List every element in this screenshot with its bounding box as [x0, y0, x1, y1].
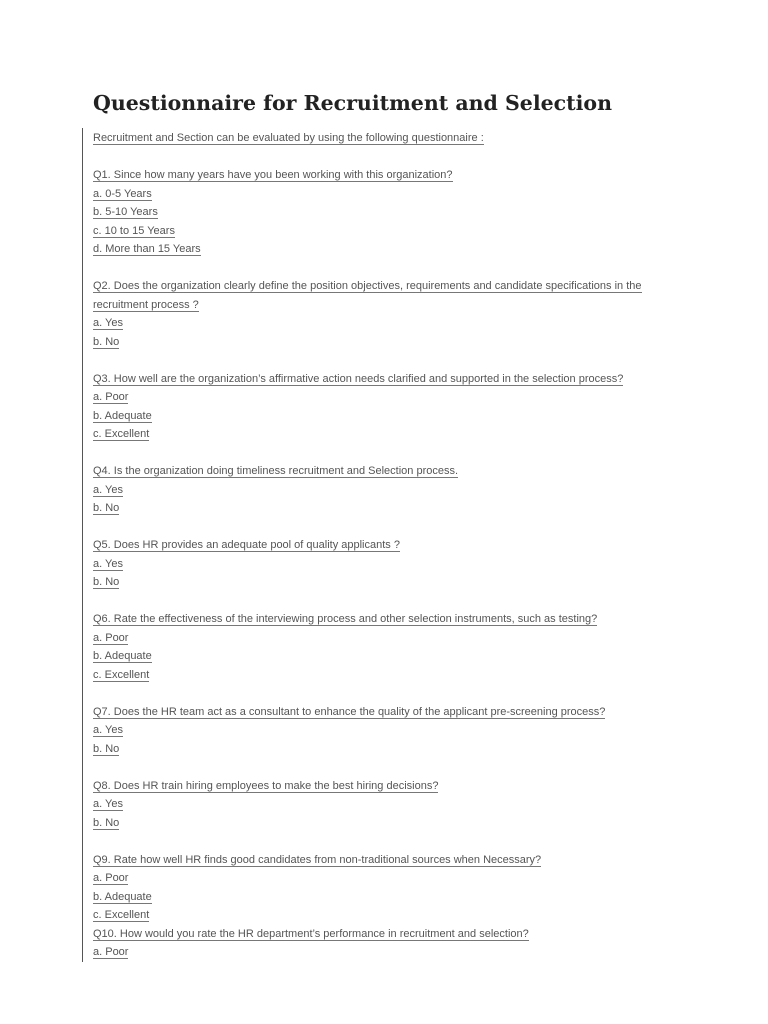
option-q9-a[interactable]: a. Poor: [93, 872, 129, 884]
option-q9-c[interactable]: c. Excellent: [93, 909, 150, 921]
question-1[interactable]: Q1. Since how many years have you been working with this organization?: [93, 169, 453, 181]
option-q9-b[interactable]: b. Adequate: [93, 890, 152, 903]
question-4[interactable]: Q4. Is the organization doing timeliness recruitment and Selection process.: [93, 465, 459, 477]
option-q2-a[interactable]: a. Yes: [93, 317, 123, 329]
option-q5-b[interactable]: b. No: [93, 576, 120, 588]
option-q1-c[interactable]: c. 10 to 15 Years: [93, 224, 175, 237]
option-q1-a[interactable]: a. 0-5 Years: [93, 187, 152, 200]
question-8[interactable]: Q8. Does HR train hiring employees to make the best hiring decisions?: [93, 779, 439, 792]
left-border-rule: [82, 128, 83, 962]
option-q1-d[interactable]: d. More than 15 Years: [93, 243, 201, 255]
page-title: Questionnaire for Recruitment and Selection: [93, 91, 612, 115]
question-3[interactable]: Q3. How well are the organization’s affirmative action needs clarified and supported in the selection process?: [93, 372, 624, 385]
question-10[interactable]: Q10. How would you rate the HR department’s performance in recruitment and selection?: [93, 927, 529, 940]
option-q7-a[interactable]: a. Yes: [93, 724, 123, 736]
option-q10-a[interactable]: a. Poor: [93, 946, 129, 958]
option-q4-a[interactable]: a. Yes: [93, 483, 123, 496]
question-9[interactable]: Q9. Rate how well HR finds good candidates from non-traditional sources when Necessary?: [93, 853, 542, 866]
question-7[interactable]: Q7. Does the HR team act as a consultant to enhance the quality of the applicant pre-screening process?: [93, 705, 606, 718]
option-q6-a[interactable]: a. Poor: [93, 631, 129, 644]
question-5[interactable]: Q5. Does HR provides an adequate pool of quality applicants ?: [93, 539, 400, 551]
intro-line[interactable]: Recruitment and Section can be evaluated by using the following questionnaire :: [93, 132, 484, 144]
question-2-continued[interactable]: recruitment process ?: [93, 298, 199, 311]
option-q6-c[interactable]: c. Excellent: [93, 668, 150, 681]
option-q4-b[interactable]: b. No: [93, 502, 120, 514]
option-q2-b[interactable]: b. No: [93, 335, 120, 348]
option-q7-b[interactable]: b. No: [93, 742, 120, 755]
option-q3-a[interactable]: a. Poor: [93, 391, 129, 403]
option-q3-c[interactable]: c. Excellent: [93, 428, 150, 440]
option-q1-b[interactable]: b. 5-10 Years: [93, 206, 158, 218]
question-6[interactable]: Q6. Rate the effectiveness of the interviewing process and other selection instruments, such as testing?: [93, 613, 598, 625]
option-q5-a[interactable]: a. Yes: [93, 557, 123, 570]
option-q3-b[interactable]: b. Adequate: [93, 409, 152, 422]
questionnaire-body: [93, 129, 693, 962]
option-q8-a[interactable]: a. Yes: [93, 798, 123, 810]
question-2[interactable]: Q2. Does the organization clearly define the position objectives, requirements and candidate specifications in the: [93, 280, 642, 292]
option-q6-b[interactable]: b. Adequate: [93, 650, 152, 662]
option-q8-b[interactable]: b. No: [93, 816, 120, 829]
